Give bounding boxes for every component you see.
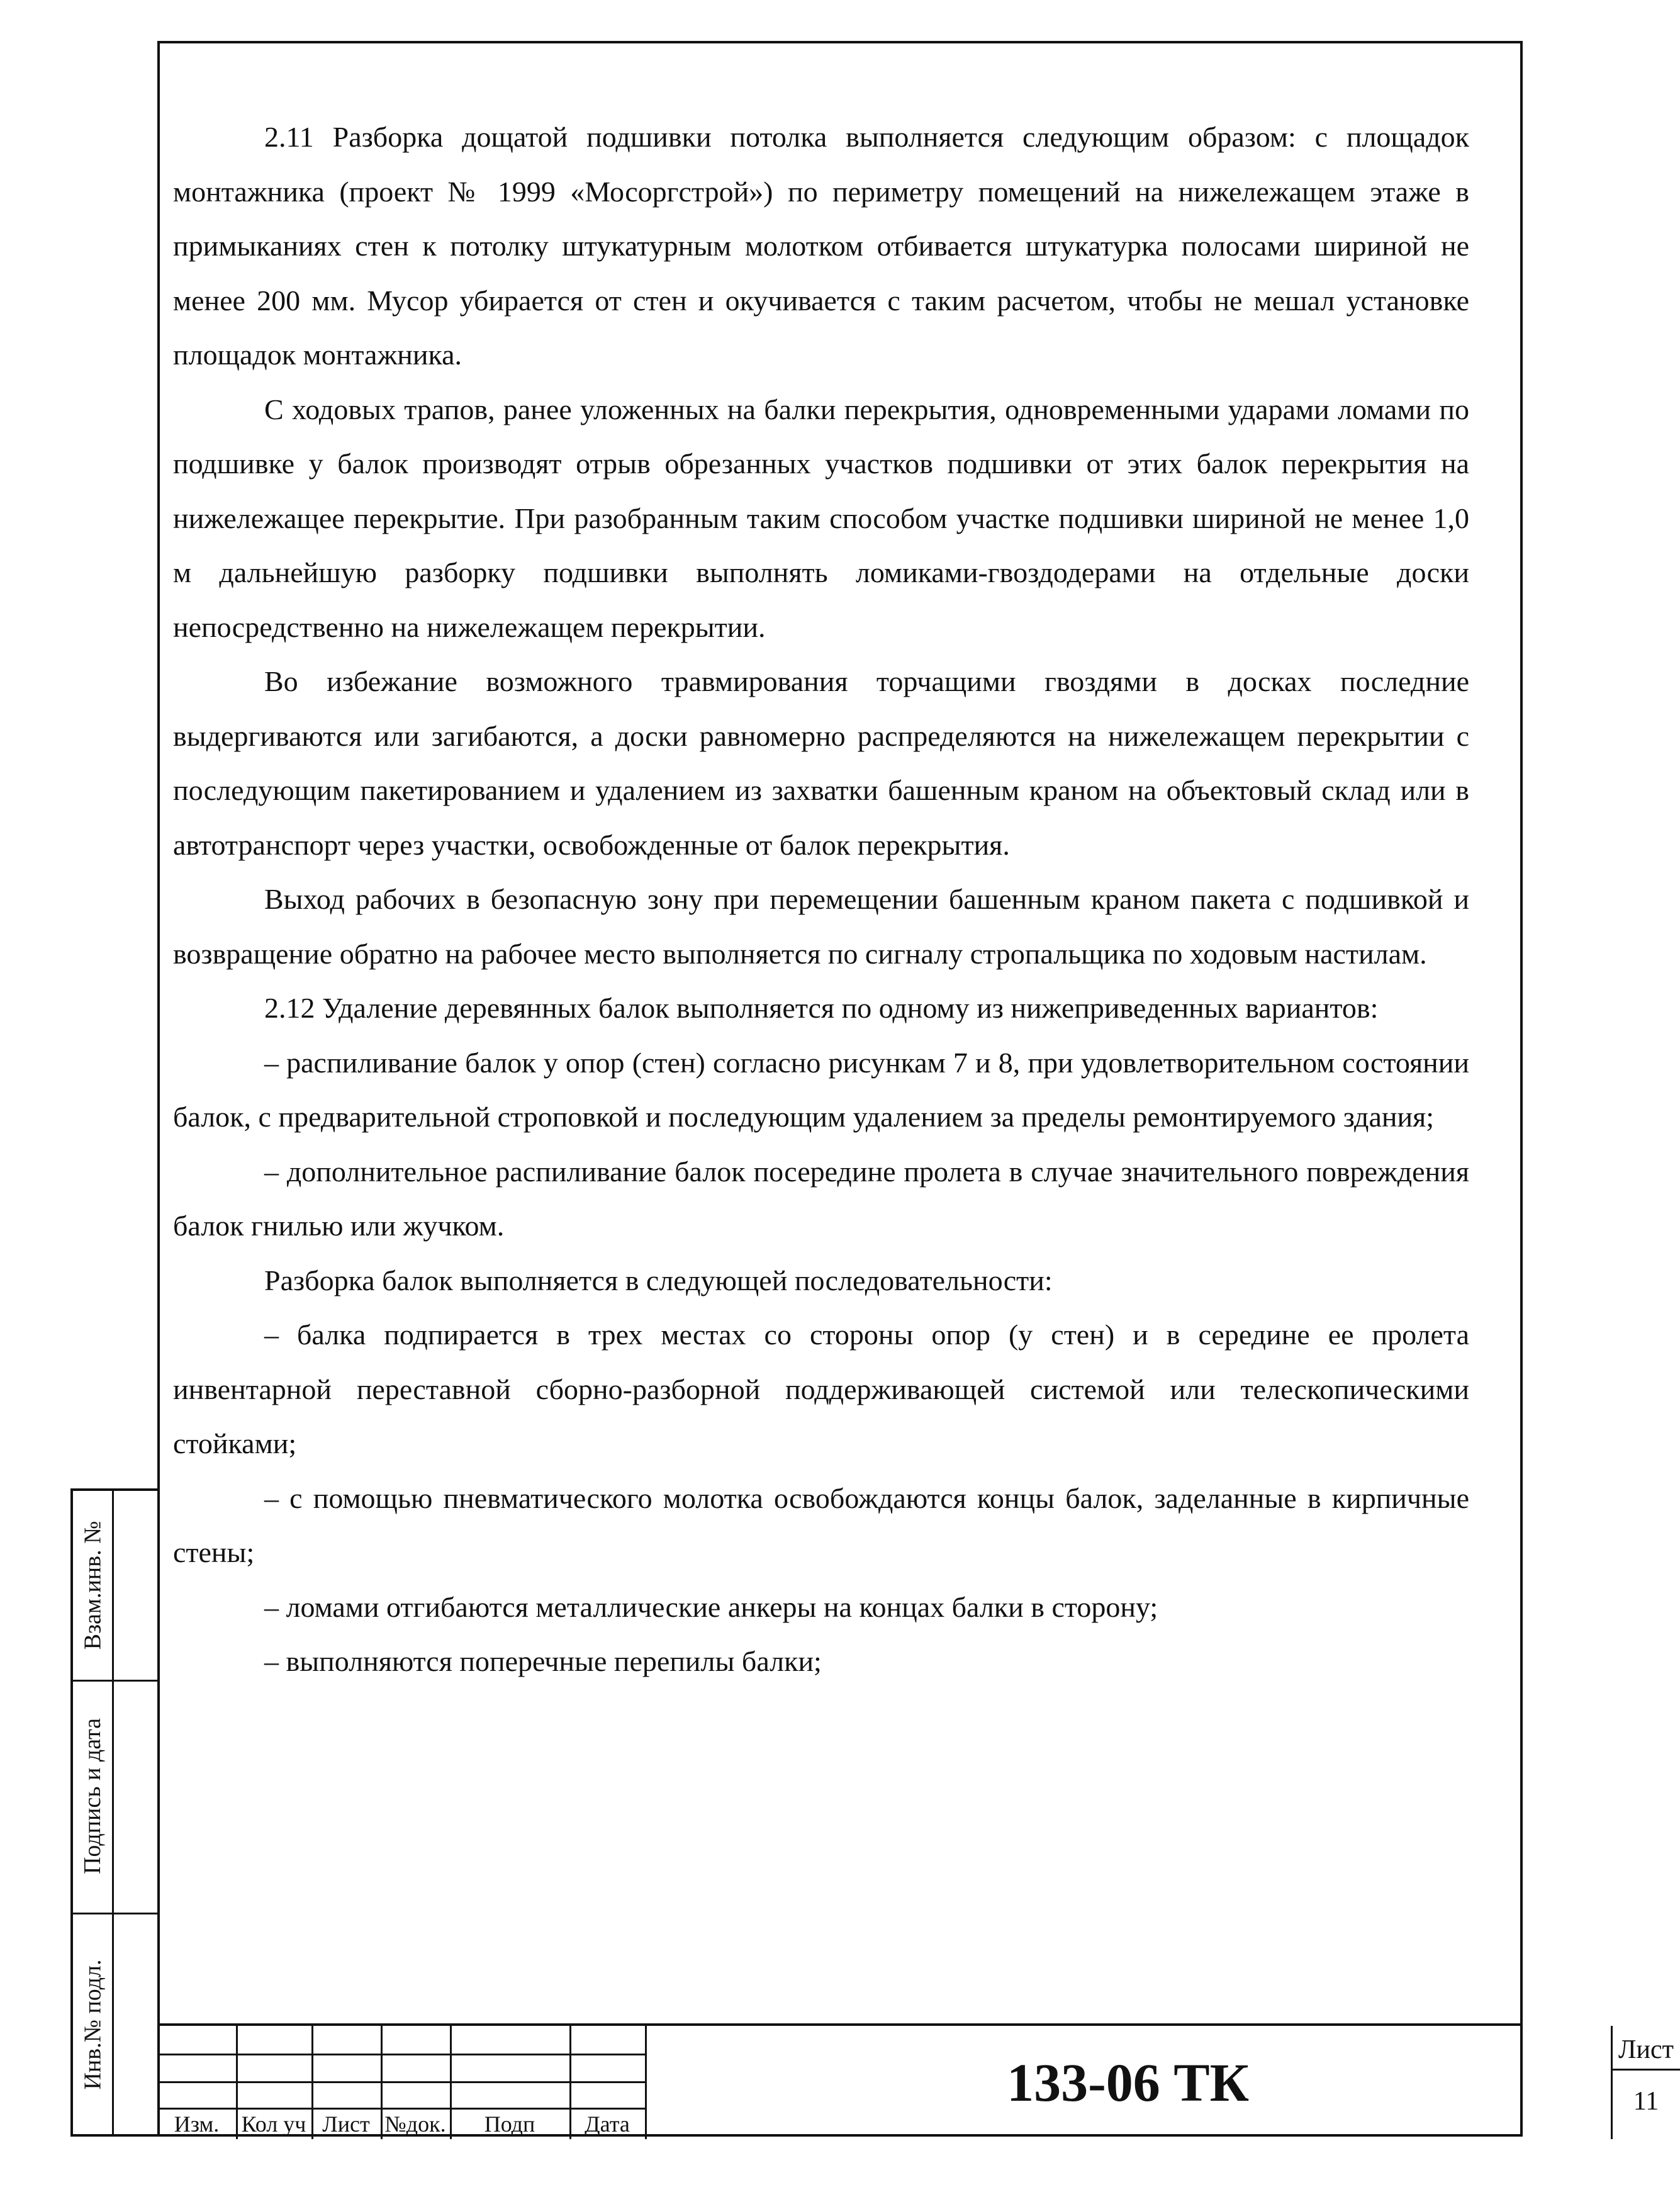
list-item-sawing: – распиливание балок у опор (стен) согласно рисункам 7 и 8, при удовлетворительном состоянии балок, с предварительной строповкой и последующим удалением за пределы ремонтируемого здания; — [173, 1046, 1469, 1133]
paragraph-2-11: 2.11 Разборка дощатой подшивки потолка выполняется следующим образом: с площадок монтажника (проект № 1999 «Мосоргстрой») по периметру помещений на нижележащем этаже в примыканиях стен к потолку штукатурным молотком отбивается штукатурка полосами шириной не менее 200 мм. Мусор убирается от стен и окучивается с таким расчетом, чтобы не мешал установке площадок монтажника. — [173, 121, 1469, 371]
side-stamp-replaced-inv: Взам.инв. № — [79, 1520, 106, 1650]
list-item-support: – балка подпирается в трех местах со стороны опор (у стен) и в середине ее пролета инвентарной переставной сборно-разборной поддерживающей системой или телескопическими стойками; — [173, 1318, 1469, 1459]
header-doc-no: №док. — [384, 2111, 446, 2137]
list-item-extra-sawing: – дополнительное распиливание балок посередине пролета в случае значительного повреждения балок гнилью или жучком. — [173, 1155, 1469, 1242]
side-stamp — [70, 1488, 160, 2137]
side-stamp-sign-date: Подпись и дата — [79, 1717, 106, 1875]
body-text — [173, 110, 1469, 1689]
side-stamp-inv-no: Инв.№ подл. — [79, 1959, 106, 2090]
paragraph-trap: С ходовых трапов, ранее уложенных на балки перекрытия, одновременными ударами ломами по подшивке у балок производят отрыв обрезанных участков подшивки от этих балок перекрытия на нижележащее перекрытие. При разобранным таким способом участке подшивки шириной не менее 1,0 м дальнейшую разборку подшивки выполнять ломиками-гвоздодерами на отдельные доски непосредственно на нижележащем перекрытии. — [173, 393, 1469, 643]
paragraph-sequence: Разборка балок выполняется в следующей последовательности: — [264, 1264, 1053, 1296]
header-signature: Подп — [484, 2111, 535, 2137]
header-count: Кол уч — [241, 2111, 306, 2137]
list-item-hammer: – с помощью пневматического молотка освобождаются концы балок, заделанные в кирпичные стены; — [173, 1481, 1469, 1568]
paragraph-2-12: 2.12 Удаление деревянных балок выполняется по одному из нижеприведенных вариантов: — [264, 992, 1379, 1024]
document-code: 133-06 ТК — [1007, 2052, 1249, 2113]
header-sheet: Лист — [322, 2111, 370, 2137]
list-item-anchors: – ломами отгибаются металлические анкеры на концах балки в сторону; — [264, 1590, 1158, 1623]
paragraph-exit: Выход рабочих в безопасную зону при перемещении башенным краном пакета с подшивкой и возвращение обратно на рабочее место выполняется по сигналу стропальщика по ходовым настилам. — [173, 883, 1469, 970]
paragraph-nails: Во избежание возможного травмирования торчащими гвоздями в досках последние выдергиваются или загибаются, а доски равномерно распределяются на нижележащем перекрытии с последующим пакетированием и удалением из захватки башенным краном на объектовый склад или в автотранспорт через участки, освобожденные от балок перекрытия. — [173, 665, 1469, 861]
title-block — [157, 2023, 1674, 2139]
list-item-cuts: – выполняются поперечные перепилы балки; — [264, 1645, 822, 1677]
sheet-label: Лист — [1618, 2035, 1674, 2064]
header-change: Изм. — [174, 2111, 220, 2137]
header-date: Дата — [585, 2111, 630, 2137]
sheet-number: 11 — [1633, 2087, 1659, 2116]
